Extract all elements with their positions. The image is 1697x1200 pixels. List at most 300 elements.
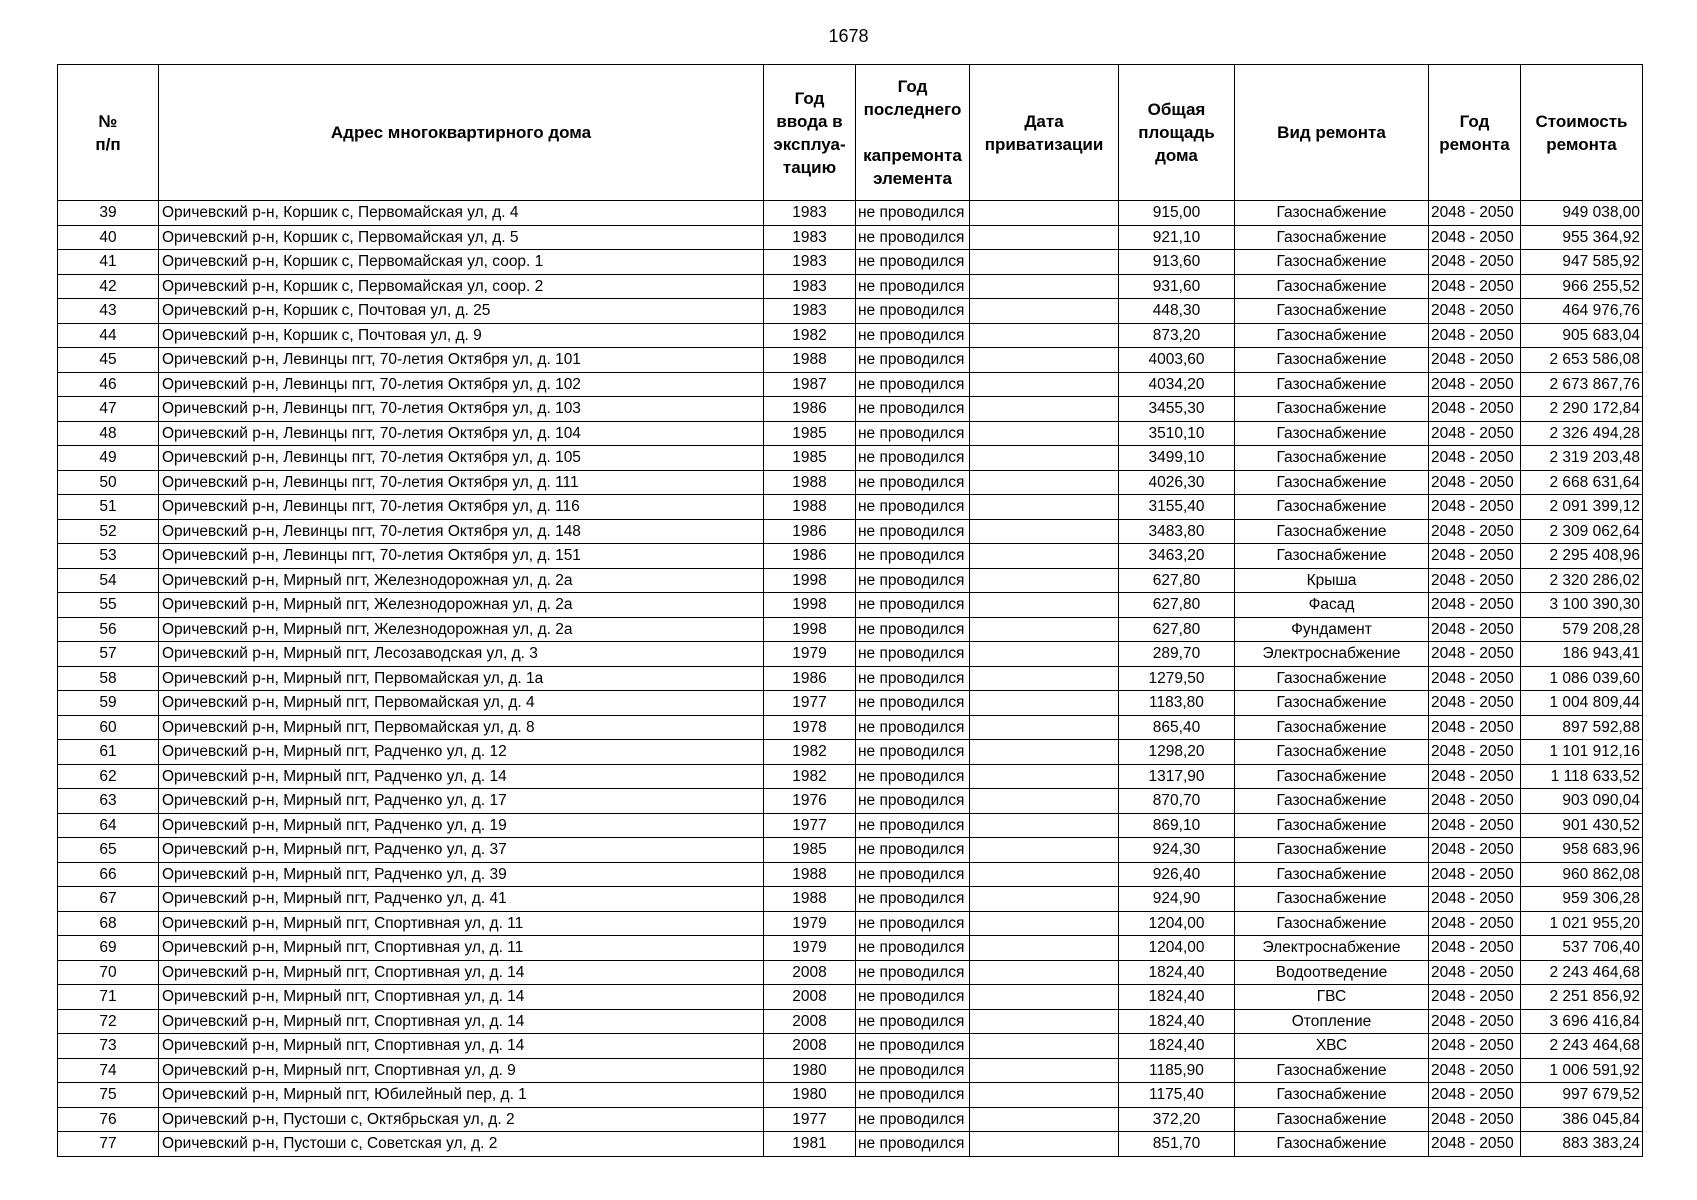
table-row <box>58 813 1643 838</box>
cost-cell: 2 653 586,08 <box>1521 348 1643 373</box>
table-body <box>58 201 1643 1157</box>
address-cell: Оричевский р-н, Мирный пгт, Юбилейный пер, д. 1 <box>159 1083 764 1108</box>
row-number: 43 <box>58 299 159 324</box>
header-area: Общая площадь дома <box>1119 65 1235 201</box>
year-built-cell: 1981 <box>764 1132 856 1157</box>
repair-kind-cell: Газоснабжение <box>1235 1107 1429 1132</box>
repair-year-cell: 2048 - 2050 <box>1429 838 1521 863</box>
header-last-repair: Год последнего капремонта элемента <box>856 65 970 201</box>
privatization-cell <box>970 715 1119 740</box>
table-row <box>58 642 1643 667</box>
last-repair-cell: не проводился <box>856 446 970 471</box>
header-cost: Стоимость ремонта <box>1521 65 1643 201</box>
repair-kind-cell: Газоснабжение <box>1235 740 1429 765</box>
cost-cell: 3 100 390,30 <box>1521 593 1643 618</box>
cost-cell: 958 683,96 <box>1521 838 1643 863</box>
year-built-cell: 1988 <box>764 887 856 912</box>
cost-cell: 897 592,88 <box>1521 715 1643 740</box>
privatization-cell <box>970 764 1119 789</box>
repair-kind-cell: Газоснабжение <box>1235 764 1429 789</box>
address-cell: Оричевский р-н, Мирный пгт, Железнодорожная ул, д. 2а <box>159 617 764 642</box>
cost-cell: 947 585,92 <box>1521 250 1643 275</box>
repair-kind-cell: Электроснабжение <box>1235 936 1429 961</box>
repair-kind-cell: Газоснабжение <box>1235 348 1429 373</box>
row-number: 40 <box>58 225 159 250</box>
address-cell: Оричевский р-н, Мирный пгт, Спортивная ул, д. 9 <box>159 1058 764 1083</box>
repair-kind-cell: Газоснабжение <box>1235 397 1429 422</box>
repair-kind-cell: Электроснабжение <box>1235 642 1429 667</box>
area-cell: 627,80 <box>1119 617 1235 642</box>
year-built-cell: 1998 <box>764 593 856 618</box>
year-built-cell: 1979 <box>764 642 856 667</box>
last-repair-cell: не проводился <box>856 887 970 912</box>
repair-year-cell: 2048 - 2050 <box>1429 593 1521 618</box>
repair-year-cell: 2048 - 2050 <box>1429 862 1521 887</box>
repair-year-cell: 2048 - 2050 <box>1429 936 1521 961</box>
privatization-cell <box>970 1058 1119 1083</box>
cost-cell: 1 006 591,92 <box>1521 1058 1643 1083</box>
year-built-cell: 1976 <box>764 789 856 814</box>
header-repair-kind: Вид ремонта <box>1235 65 1429 201</box>
row-number: 73 <box>58 1034 159 1059</box>
table-row <box>58 568 1643 593</box>
table-row <box>58 617 1643 642</box>
address-cell: Оричевский р-н, Мирный пгт, Радченко ул, д. 17 <box>159 789 764 814</box>
repair-kind-cell: Газоснабжение <box>1235 813 1429 838</box>
table-row <box>58 519 1643 544</box>
address-cell: Оричевский р-н, Мирный пгт, Первомайская ул, д. 4 <box>159 691 764 716</box>
privatization-cell <box>970 250 1119 275</box>
row-number: 68 <box>58 911 159 936</box>
table-row <box>58 495 1643 520</box>
row-number: 46 <box>58 372 159 397</box>
privatization-cell <box>970 1107 1119 1132</box>
table-row <box>58 1132 1643 1157</box>
cost-cell: 1 101 912,16 <box>1521 740 1643 765</box>
area-cell: 4026,30 <box>1119 470 1235 495</box>
repair-kind-cell: Газоснабжение <box>1235 519 1429 544</box>
row-number: 54 <box>58 568 159 593</box>
privatization-cell <box>970 446 1119 471</box>
year-built-cell: 1979 <box>764 911 856 936</box>
address-cell: Оричевский р-н, Коршик с, Первомайская ул, соор. 1 <box>159 250 764 275</box>
address-cell: Оричевский р-н, Мирный пгт, Первомайская ул, д. 1а <box>159 666 764 691</box>
repair-kind-cell: Газоснабжение <box>1235 666 1429 691</box>
year-built-cell: 1985 <box>764 446 856 471</box>
last-repair-cell: не проводился <box>856 593 970 618</box>
repair-kind-cell: Газоснабжение <box>1235 372 1429 397</box>
row-number: 71 <box>58 985 159 1010</box>
address-cell: Оричевский р-н, Мирный пгт, Железнодорожная ул, д. 2а <box>159 568 764 593</box>
page-number: 1678 <box>828 26 869 46</box>
last-repair-cell: не проводился <box>856 1083 970 1108</box>
cost-cell: 1 118 633,52 <box>1521 764 1643 789</box>
cost-cell: 949 038,00 <box>1521 201 1643 226</box>
row-number: 59 <box>58 691 159 716</box>
row-number: 44 <box>58 323 159 348</box>
area-cell: 3483,80 <box>1119 519 1235 544</box>
privatization-cell <box>970 789 1119 814</box>
repair-year-cell: 2048 - 2050 <box>1429 299 1521 324</box>
cost-cell: 955 364,92 <box>1521 225 1643 250</box>
privatization-cell <box>970 274 1119 299</box>
year-built-cell: 1982 <box>764 323 856 348</box>
address-cell: Оричевский р-н, Коршик с, Первомайская ул, соор. 2 <box>159 274 764 299</box>
year-built-cell: 1986 <box>764 397 856 422</box>
year-built-cell: 1985 <box>764 838 856 863</box>
privatization-cell <box>970 887 1119 912</box>
repair-kind-cell: Газоснабжение <box>1235 323 1429 348</box>
row-number: 69 <box>58 936 159 961</box>
year-built-cell: 1978 <box>764 715 856 740</box>
cost-cell: 386 045,84 <box>1521 1107 1643 1132</box>
row-number: 51 <box>58 495 159 520</box>
address-cell: Оричевский р-н, Левинцы пгт, 70-летия Октября ул, д. 116 <box>159 495 764 520</box>
area-cell: 3455,30 <box>1119 397 1235 422</box>
table-row <box>58 838 1643 863</box>
last-repair-cell: не проводился <box>856 495 970 520</box>
area-cell: 924,30 <box>1119 838 1235 863</box>
row-number: 63 <box>58 789 159 814</box>
address-cell: Оричевский р-н, Коршик с, Первомайская ул, д. 5 <box>159 225 764 250</box>
header-year-built: Год ввода в эксплуа- тацию <box>764 65 856 201</box>
row-number: 72 <box>58 1009 159 1034</box>
row-number: 57 <box>58 642 159 667</box>
privatization-cell <box>970 397 1119 422</box>
row-number: 75 <box>58 1083 159 1108</box>
repair-kind-cell: ХВС <box>1235 1034 1429 1059</box>
area-cell: 1824,40 <box>1119 985 1235 1010</box>
area-cell: 1824,40 <box>1119 1034 1235 1059</box>
table-row <box>58 789 1643 814</box>
repair-kind-cell: Газоснабжение <box>1235 838 1429 863</box>
last-repair-cell: не проводился <box>856 617 970 642</box>
row-number: 64 <box>58 813 159 838</box>
area-cell: 1185,90 <box>1119 1058 1235 1083</box>
address-cell: Оричевский р-н, Мирный пгт, Радченко ул, д. 41 <box>159 887 764 912</box>
repair-year-cell: 2048 - 2050 <box>1429 960 1521 985</box>
year-built-cell: 1985 <box>764 421 856 446</box>
privatization-cell <box>970 225 1119 250</box>
year-built-cell: 1980 <box>764 1083 856 1108</box>
address-cell: Оричевский р-н, Коршик с, Почтовая ул, д. 9 <box>159 323 764 348</box>
last-repair-cell: не проводился <box>856 225 970 250</box>
area-cell: 1824,40 <box>1119 1009 1235 1034</box>
privatization-cell <box>970 1034 1119 1059</box>
year-built-cell: 1988 <box>764 348 856 373</box>
year-built-cell: 1986 <box>764 544 856 569</box>
repair-kind-cell: ГВС <box>1235 985 1429 1010</box>
repair-year-cell: 2048 - 2050 <box>1429 544 1521 569</box>
table-row <box>58 960 1643 985</box>
last-repair-cell: не проводился <box>856 372 970 397</box>
cost-cell: 1 004 809,44 <box>1521 691 1643 716</box>
row-number: 48 <box>58 421 159 446</box>
address-cell: Оричевский р-н, Мирный пгт, Спортивная ул, д. 11 <box>159 936 764 961</box>
repair-year-cell: 2048 - 2050 <box>1429 495 1521 520</box>
privatization-cell <box>970 1083 1119 1108</box>
repair-kind-cell: Газоснабжение <box>1235 887 1429 912</box>
header-address: Адрес многоквартирного дома <box>159 65 764 201</box>
repair-kind-cell: Фасад <box>1235 593 1429 618</box>
last-repair-cell: не проводился <box>856 740 970 765</box>
last-repair-cell: не проводился <box>856 1107 970 1132</box>
last-repair-cell: не проводился <box>856 642 970 667</box>
cost-cell: 2 673 867,76 <box>1521 372 1643 397</box>
repair-year-cell: 2048 - 2050 <box>1429 1058 1521 1083</box>
privatization-cell <box>970 691 1119 716</box>
last-repair-cell: не проводился <box>856 764 970 789</box>
repair-kind-cell: Газоснабжение <box>1235 1132 1429 1157</box>
year-built-cell: 1998 <box>764 617 856 642</box>
repair-kind-cell: Газоснабжение <box>1235 299 1429 324</box>
address-cell: Оричевский р-н, Мирный пгт, Радченко ул, д. 37 <box>159 838 764 863</box>
address-cell: Оричевский р-н, Мирный пгт, Спортивная ул, д. 14 <box>159 985 764 1010</box>
year-built-cell: 1977 <box>764 1107 856 1132</box>
year-built-cell: 1998 <box>764 568 856 593</box>
repair-year-cell: 2048 - 2050 <box>1429 985 1521 1010</box>
last-repair-cell: не проводился <box>856 568 970 593</box>
repair-year-cell: 2048 - 2050 <box>1429 789 1521 814</box>
table-row <box>58 201 1643 226</box>
year-built-cell: 1979 <box>764 936 856 961</box>
repair-kind-cell: Газоснабжение <box>1235 201 1429 226</box>
cost-cell: 2 290 172,84 <box>1521 397 1643 422</box>
address-cell: Оричевский р-н, Мирный пгт, Радченко ул, д. 14 <box>159 764 764 789</box>
privatization-cell <box>970 642 1119 667</box>
area-cell: 1279,50 <box>1119 666 1235 691</box>
repair-year-cell: 2048 - 2050 <box>1429 397 1521 422</box>
cost-cell: 464 976,76 <box>1521 299 1643 324</box>
header-repair-year: Год ремонта <box>1429 65 1521 201</box>
address-cell: Оричевский р-н, Левинцы пгт, 70-летия Октября ул, д. 104 <box>159 421 764 446</box>
area-cell: 4003,60 <box>1119 348 1235 373</box>
address-cell: Оричевский р-н, Мирный пгт, Железнодорожная ул, д. 2а <box>159 593 764 618</box>
repair-year-cell: 2048 - 2050 <box>1429 225 1521 250</box>
cost-cell: 966 255,52 <box>1521 274 1643 299</box>
cost-cell: 903 090,04 <box>1521 789 1643 814</box>
cost-cell: 2 320 286,02 <box>1521 568 1643 593</box>
table-row <box>58 593 1643 618</box>
privatization-cell <box>970 813 1119 838</box>
repair-kind-cell: Газоснабжение <box>1235 421 1429 446</box>
address-cell: Оричевский р-н, Пустоши с, Октябрьская ул, д. 2 <box>159 1107 764 1132</box>
repair-kind-cell: Газоснабжение <box>1235 911 1429 936</box>
year-built-cell: 1986 <box>764 519 856 544</box>
privatization-cell <box>970 544 1119 569</box>
last-repair-cell: не проводился <box>856 323 970 348</box>
year-built-cell: 1983 <box>764 225 856 250</box>
last-repair-cell: не проводился <box>856 201 970 226</box>
table-row <box>58 764 1643 789</box>
last-repair-cell: не проводился <box>856 274 970 299</box>
repair-year-cell: 2048 - 2050 <box>1429 1034 1521 1059</box>
privatization-cell <box>970 666 1119 691</box>
privatization-cell <box>970 323 1119 348</box>
cost-cell: 2 309 062,64 <box>1521 519 1643 544</box>
repair-kind-cell: Газоснабжение <box>1235 715 1429 740</box>
repair-year-cell: 2048 - 2050 <box>1429 372 1521 397</box>
repair-kind-cell: Газоснабжение <box>1235 274 1429 299</box>
area-cell: 870,70 <box>1119 789 1235 814</box>
table-row <box>58 862 1643 887</box>
privatization-cell <box>970 593 1119 618</box>
last-repair-cell: не проводился <box>856 544 970 569</box>
repair-year-cell: 2048 - 2050 <box>1429 740 1521 765</box>
last-repair-cell: не проводился <box>856 519 970 544</box>
cost-cell: 901 430,52 <box>1521 813 1643 838</box>
year-built-cell: 2008 <box>764 960 856 985</box>
table-row <box>58 936 1643 961</box>
last-repair-cell: не проводился <box>856 666 970 691</box>
area-cell: 1317,90 <box>1119 764 1235 789</box>
area-cell: 931,60 <box>1119 274 1235 299</box>
area-cell: 3155,40 <box>1119 495 1235 520</box>
year-built-cell: 1988 <box>764 495 856 520</box>
last-repair-cell: не проводился <box>856 936 970 961</box>
row-number: 65 <box>58 838 159 863</box>
table-row <box>58 887 1643 912</box>
area-cell: 1204,00 <box>1119 936 1235 961</box>
table-row <box>58 1107 1643 1132</box>
address-cell: Оричевский р-н, Мирный пгт, Радченко ул, д. 19 <box>159 813 764 838</box>
cost-cell: 1 086 039,60 <box>1521 666 1643 691</box>
year-built-cell: 1987 <box>764 372 856 397</box>
last-repair-cell: не проводился <box>856 250 970 275</box>
repair-year-cell: 2048 - 2050 <box>1429 642 1521 667</box>
privatization-cell <box>970 421 1119 446</box>
repair-year-cell: 2048 - 2050 <box>1429 617 1521 642</box>
year-built-cell: 1983 <box>764 250 856 275</box>
table-row <box>58 323 1643 348</box>
cost-cell: 2 243 464,68 <box>1521 1034 1643 1059</box>
row-number: 70 <box>58 960 159 985</box>
year-built-cell: 1982 <box>764 740 856 765</box>
year-built-cell: 1980 <box>764 1058 856 1083</box>
address-cell: Оричевский р-н, Левинцы пгт, 70-летия Октября ул, д. 102 <box>159 372 764 397</box>
area-cell: 4034,20 <box>1119 372 1235 397</box>
row-number: 45 <box>58 348 159 373</box>
repair-kind-cell: Газоснабжение <box>1235 446 1429 471</box>
table-row <box>58 225 1643 250</box>
row-number: 55 <box>58 593 159 618</box>
area-cell: 289,70 <box>1119 642 1235 667</box>
repair-year-cell: 2048 - 2050 <box>1429 764 1521 789</box>
last-repair-cell: не проводился <box>856 813 970 838</box>
row-number: 60 <box>58 715 159 740</box>
address-cell: Оричевский р-н, Левинцы пгт, 70-летия Октября ул, д. 101 <box>159 348 764 373</box>
repair-year-cell: 2048 - 2050 <box>1429 470 1521 495</box>
repair-year-cell: 2048 - 2050 <box>1429 421 1521 446</box>
area-cell: 921,10 <box>1119 225 1235 250</box>
repair-year-cell: 2048 - 2050 <box>1429 911 1521 936</box>
last-repair-cell: не проводился <box>856 911 970 936</box>
row-number: 53 <box>58 544 159 569</box>
area-cell: 1204,00 <box>1119 911 1235 936</box>
privatization-cell <box>970 740 1119 765</box>
repair-kind-cell: Водоотведение <box>1235 960 1429 985</box>
privatization-cell <box>970 519 1119 544</box>
row-number: 47 <box>58 397 159 422</box>
table-row <box>58 1034 1643 1059</box>
header-privatization: Дата приватизации <box>970 65 1119 201</box>
area-cell: 924,90 <box>1119 887 1235 912</box>
repair-kind-cell: Газоснабжение <box>1235 470 1429 495</box>
row-number: 62 <box>58 764 159 789</box>
address-cell: Оричевский р-н, Мирный пгт, Спортивная ул, д. 14 <box>159 960 764 985</box>
table-row <box>58 911 1643 936</box>
row-number: 61 <box>58 740 159 765</box>
cost-cell: 2 326 494,28 <box>1521 421 1643 446</box>
row-number: 41 <box>58 250 159 275</box>
cost-cell: 959 306,28 <box>1521 887 1643 912</box>
last-repair-cell: не проводился <box>856 691 970 716</box>
cost-cell: 579 208,28 <box>1521 617 1643 642</box>
year-built-cell: 2008 <box>764 985 856 1010</box>
area-cell: 926,40 <box>1119 862 1235 887</box>
address-cell: Оричевский р-н, Левинцы пгт, 70-летия Октября ул, д. 111 <box>159 470 764 495</box>
year-built-cell: 1986 <box>764 666 856 691</box>
table-row <box>58 421 1643 446</box>
privatization-cell <box>970 617 1119 642</box>
area-cell: 3463,20 <box>1119 544 1235 569</box>
row-number: 58 <box>58 666 159 691</box>
area-cell: 851,70 <box>1119 1132 1235 1157</box>
last-repair-cell: не проводился <box>856 838 970 863</box>
address-cell: Оричевский р-н, Мирный пгт, Радченко ул, д. 39 <box>159 862 764 887</box>
year-built-cell: 1988 <box>764 470 856 495</box>
repair-year-cell: 2048 - 2050 <box>1429 568 1521 593</box>
repair-kind-cell: Газоснабжение <box>1235 225 1429 250</box>
area-cell: 873,20 <box>1119 323 1235 348</box>
area-cell: 1175,40 <box>1119 1083 1235 1108</box>
repair-year-cell: 2048 - 2050 <box>1429 813 1521 838</box>
repair-year-cell: 2048 - 2050 <box>1429 446 1521 471</box>
cost-cell: 2 091 399,12 <box>1521 495 1643 520</box>
address-cell: Оричевский р-н, Мирный пгт, Спортивная ул, д. 14 <box>159 1034 764 1059</box>
cost-cell: 960 862,08 <box>1521 862 1643 887</box>
privatization-cell <box>970 936 1119 961</box>
area-cell: 448,30 <box>1119 299 1235 324</box>
repair-year-cell: 2048 - 2050 <box>1429 1083 1521 1108</box>
repair-year-cell: 2048 - 2050 <box>1429 1107 1521 1132</box>
table-row <box>58 470 1643 495</box>
repair-year-cell: 2048 - 2050 <box>1429 1009 1521 1034</box>
year-built-cell: 1988 <box>764 862 856 887</box>
repair-year-cell: 2048 - 2050 <box>1429 519 1521 544</box>
cost-cell: 3 696 416,84 <box>1521 1009 1643 1034</box>
row-number: 49 <box>58 446 159 471</box>
privatization-cell <box>970 862 1119 887</box>
area-cell: 869,10 <box>1119 813 1235 838</box>
last-repair-cell: не проводился <box>856 1132 970 1157</box>
privatization-cell <box>970 985 1119 1010</box>
last-repair-cell: не проводился <box>856 862 970 887</box>
area-cell: 627,80 <box>1119 568 1235 593</box>
repair-kind-cell: Газоснабжение <box>1235 1058 1429 1083</box>
area-cell: 1824,40 <box>1119 960 1235 985</box>
year-built-cell: 2008 <box>764 1034 856 1059</box>
row-number: 66 <box>58 862 159 887</box>
repair-kind-cell: Газоснабжение <box>1235 1083 1429 1108</box>
year-built-cell: 2008 <box>764 1009 856 1034</box>
row-number: 42 <box>58 274 159 299</box>
repair-year-cell: 2048 - 2050 <box>1429 348 1521 373</box>
last-repair-cell: не проводился <box>856 1058 970 1083</box>
cost-cell: 186 943,41 <box>1521 642 1643 667</box>
row-number: 74 <box>58 1058 159 1083</box>
header-num: № п/п <box>58 65 159 201</box>
